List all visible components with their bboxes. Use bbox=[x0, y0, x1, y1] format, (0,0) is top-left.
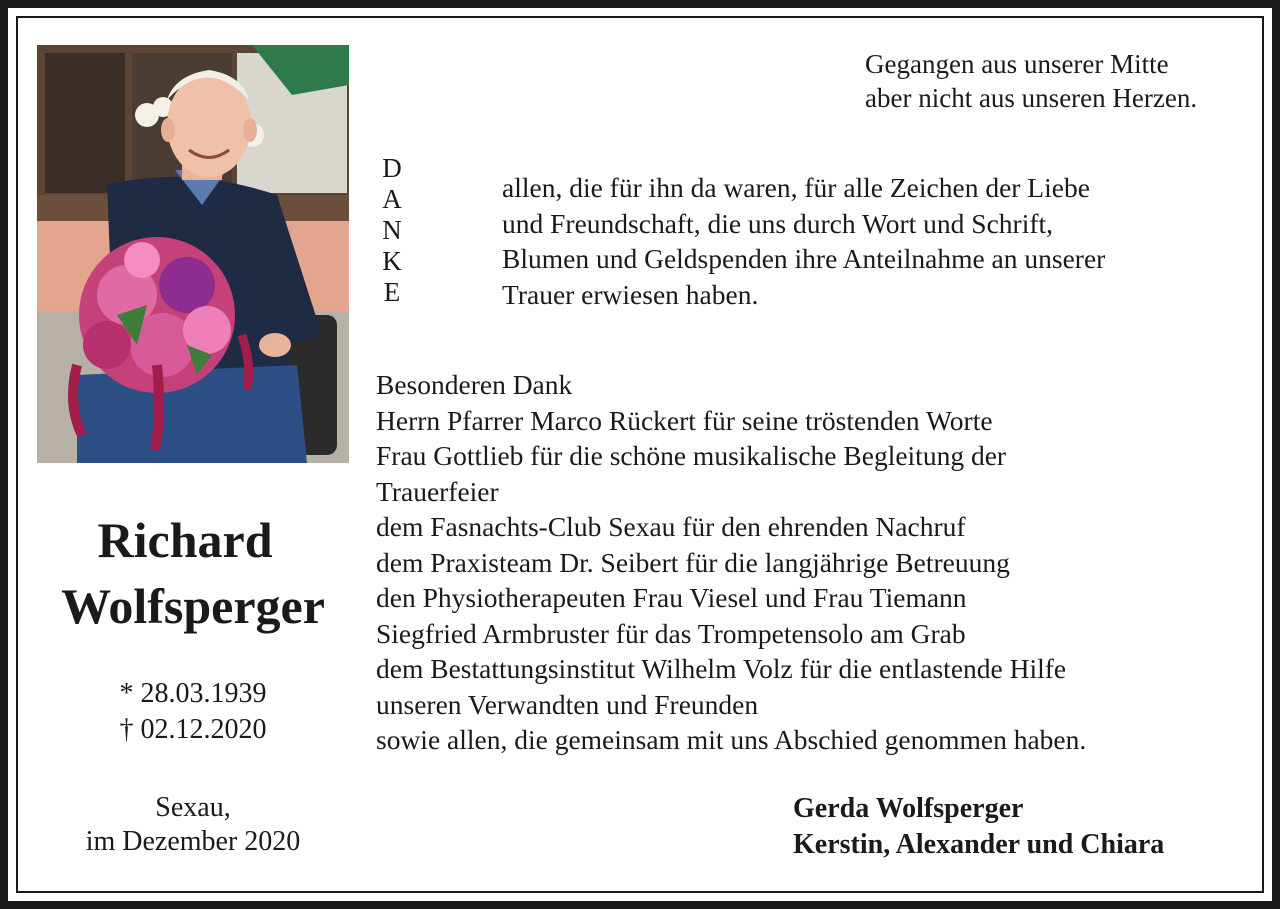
special-thanks-line: unseren Verwandten und Freunden bbox=[376, 688, 759, 720]
special-thanks-heading: Besonderen Dank bbox=[376, 369, 573, 400]
portrait-photo bbox=[37, 45, 349, 463]
special-thanks-line: Trauerfeier bbox=[376, 475, 499, 507]
special-thanks-line: sowie allen, die gemeinsam mit uns Abschied genommen haben. bbox=[376, 724, 1087, 755]
danke-letter: E bbox=[383, 277, 401, 307]
special-thanks-line: dem Bestattungsinstitut Wilhelm Volz für die entlastende Hilfe bbox=[376, 653, 1067, 684]
special-thanks-line: Siegfried Armbruster für das Trompetensolo am Grab bbox=[376, 617, 966, 649]
birth-date: * 28.03.1939 bbox=[119, 678, 267, 709]
motto-line-1: Gegangen aus unserer Mitte bbox=[865, 49, 1169, 79]
deceased-last-name: Wolfsperger bbox=[61, 578, 325, 634]
thanks-paragraph bbox=[502, 170, 1262, 312]
life-dates bbox=[37, 676, 349, 748]
special-thanks-line: Herrn Pfarrer Marco Rückert für seine tröstenden Worte bbox=[376, 404, 993, 436]
place-line-1: Sexau, bbox=[155, 792, 231, 823]
danke-letter: K bbox=[382, 246, 402, 276]
danke-letter: D bbox=[382, 153, 402, 183]
death-date: † 02.12.2020 bbox=[119, 714, 267, 745]
thanks-line: und Freundschaft, die uns durch Wort und Schrift, bbox=[502, 207, 1054, 239]
danke-letter: N bbox=[382, 215, 402, 245]
thanks-line: Blumen und Geldspenden ihre Anteilnahme an unserer bbox=[502, 243, 1106, 274]
signer-line-2: Kerstin, Alexander und Chiara bbox=[793, 829, 1165, 860]
special-thanks-line: dem Praxisteam Dr. Seibert für die langjährige Betreuung bbox=[376, 546, 1010, 578]
deceased-first-name: Richard bbox=[97, 512, 273, 568]
thanks-line: allen, die für ihn da waren, für alle Zeichen der Liebe bbox=[502, 172, 1090, 203]
signer-line-1: Gerda Wolfsperger bbox=[793, 793, 1024, 824]
danke-vertical-heading bbox=[380, 153, 404, 308]
place-line-2: im Dezember 2020 bbox=[85, 826, 301, 857]
place-and-date bbox=[37, 791, 349, 859]
motto bbox=[865, 47, 1197, 115]
special-thanks-line: Frau Gottlieb für die schöne musikalische Begleitung der bbox=[376, 440, 1007, 471]
special-thanks-line: den Physiotherapeuten Frau Viesel und Frau Tiemann bbox=[376, 582, 967, 613]
special-thanks-list bbox=[376, 367, 1256, 758]
signers bbox=[793, 791, 1164, 863]
danke-letter: A bbox=[382, 184, 402, 214]
motto-line-2: aber nicht aus unseren Herzen. bbox=[865, 83, 1198, 113]
special-thanks-line: dem Fasnachts-Club Sexau für den ehrenden Nachruf bbox=[376, 511, 966, 542]
thanks-line: Trauer erwiesen haben. bbox=[502, 278, 759, 310]
